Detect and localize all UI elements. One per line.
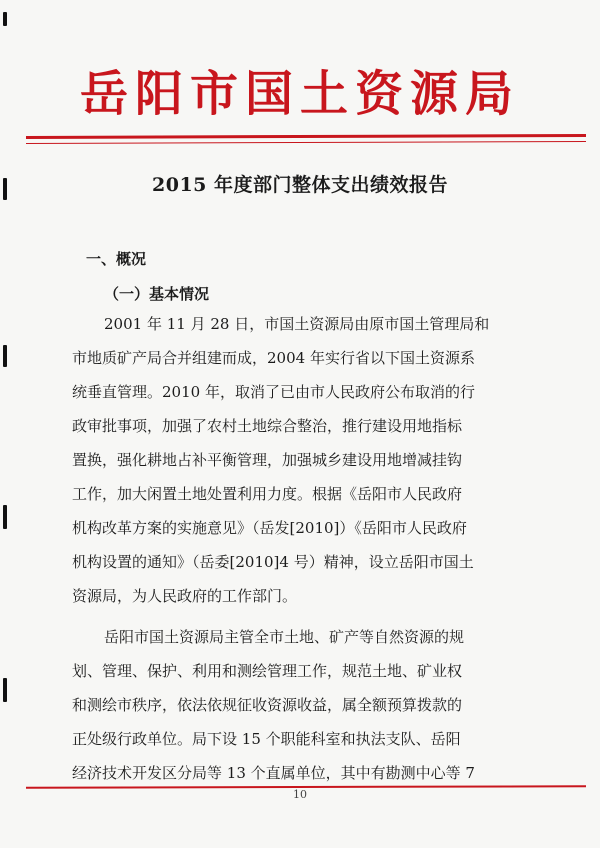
page-number: 10 [293,788,307,801]
binding-mark [3,678,7,702]
paragraph-line: 划、管理、保护、利用和测绘管理工作，规范土地、矿业权 [72,662,463,680]
subsection-heading: （一）基本情况 [104,285,210,303]
paragraph-line: 岳阳市国土资源局主管全市土地、矿产等自然资源的规 [104,628,465,646]
binding-mark [3,12,7,26]
paragraph-line: 统垂直管理。2010 年，取消了已由市人民政府公布取消的行 [72,383,475,401]
paragraph-line: 正处级行政单位。局下设 15 个职能科室和执法支队、岳阳 [72,730,461,748]
paragraph-line: 资源局，为人民政府的工作部门。 [72,587,298,605]
report-title: 2015 年度部门整体支出绩效报告 [152,174,448,196]
header-rule-thin [26,141,586,144]
paragraph-line: 经济技术开发区分局等 13 个直属单位，其中有勘测中心等 7 [72,764,475,782]
paragraph-line: 机构设置的通知》（岳委[2010]4 号）精神，设立岳阳市国土 [72,553,474,571]
paragraph-line: 置换，强化耕地占补平衡管理，加强城乡建设用地增减挂钩 [72,451,463,469]
binding-mark [3,345,7,367]
binding-mark [3,178,7,200]
paragraph-line: 工作，加大闲置土地处置利用力度。根据《岳阳市人民政府 [72,485,463,503]
paragraph-line: 政审批事项，加强了农村土地综合整治，推行建设用地指标 [72,417,463,435]
header-rule-thick [26,134,586,139]
agency-letterhead-title: 岳阳市国土资源局 [79,66,520,122]
paragraph-line: 2001 年 11 月 28 日，市国土资源局由原市国土管理局和 [104,315,490,333]
paragraph-line: 市地质矿产局合并组建而成，2004 年实行省以下国土资源系 [72,349,475,367]
paragraph-line: 和测绘市秩序，依法依规征收资源收益，属全额预算拨款的 [72,696,463,714]
paragraph-line: 机构改革方案的实施意见》（岳发[2010]）《岳阳市人民政府 [72,519,467,537]
binding-mark [3,505,7,529]
section-heading: 一、概况 [86,250,147,268]
